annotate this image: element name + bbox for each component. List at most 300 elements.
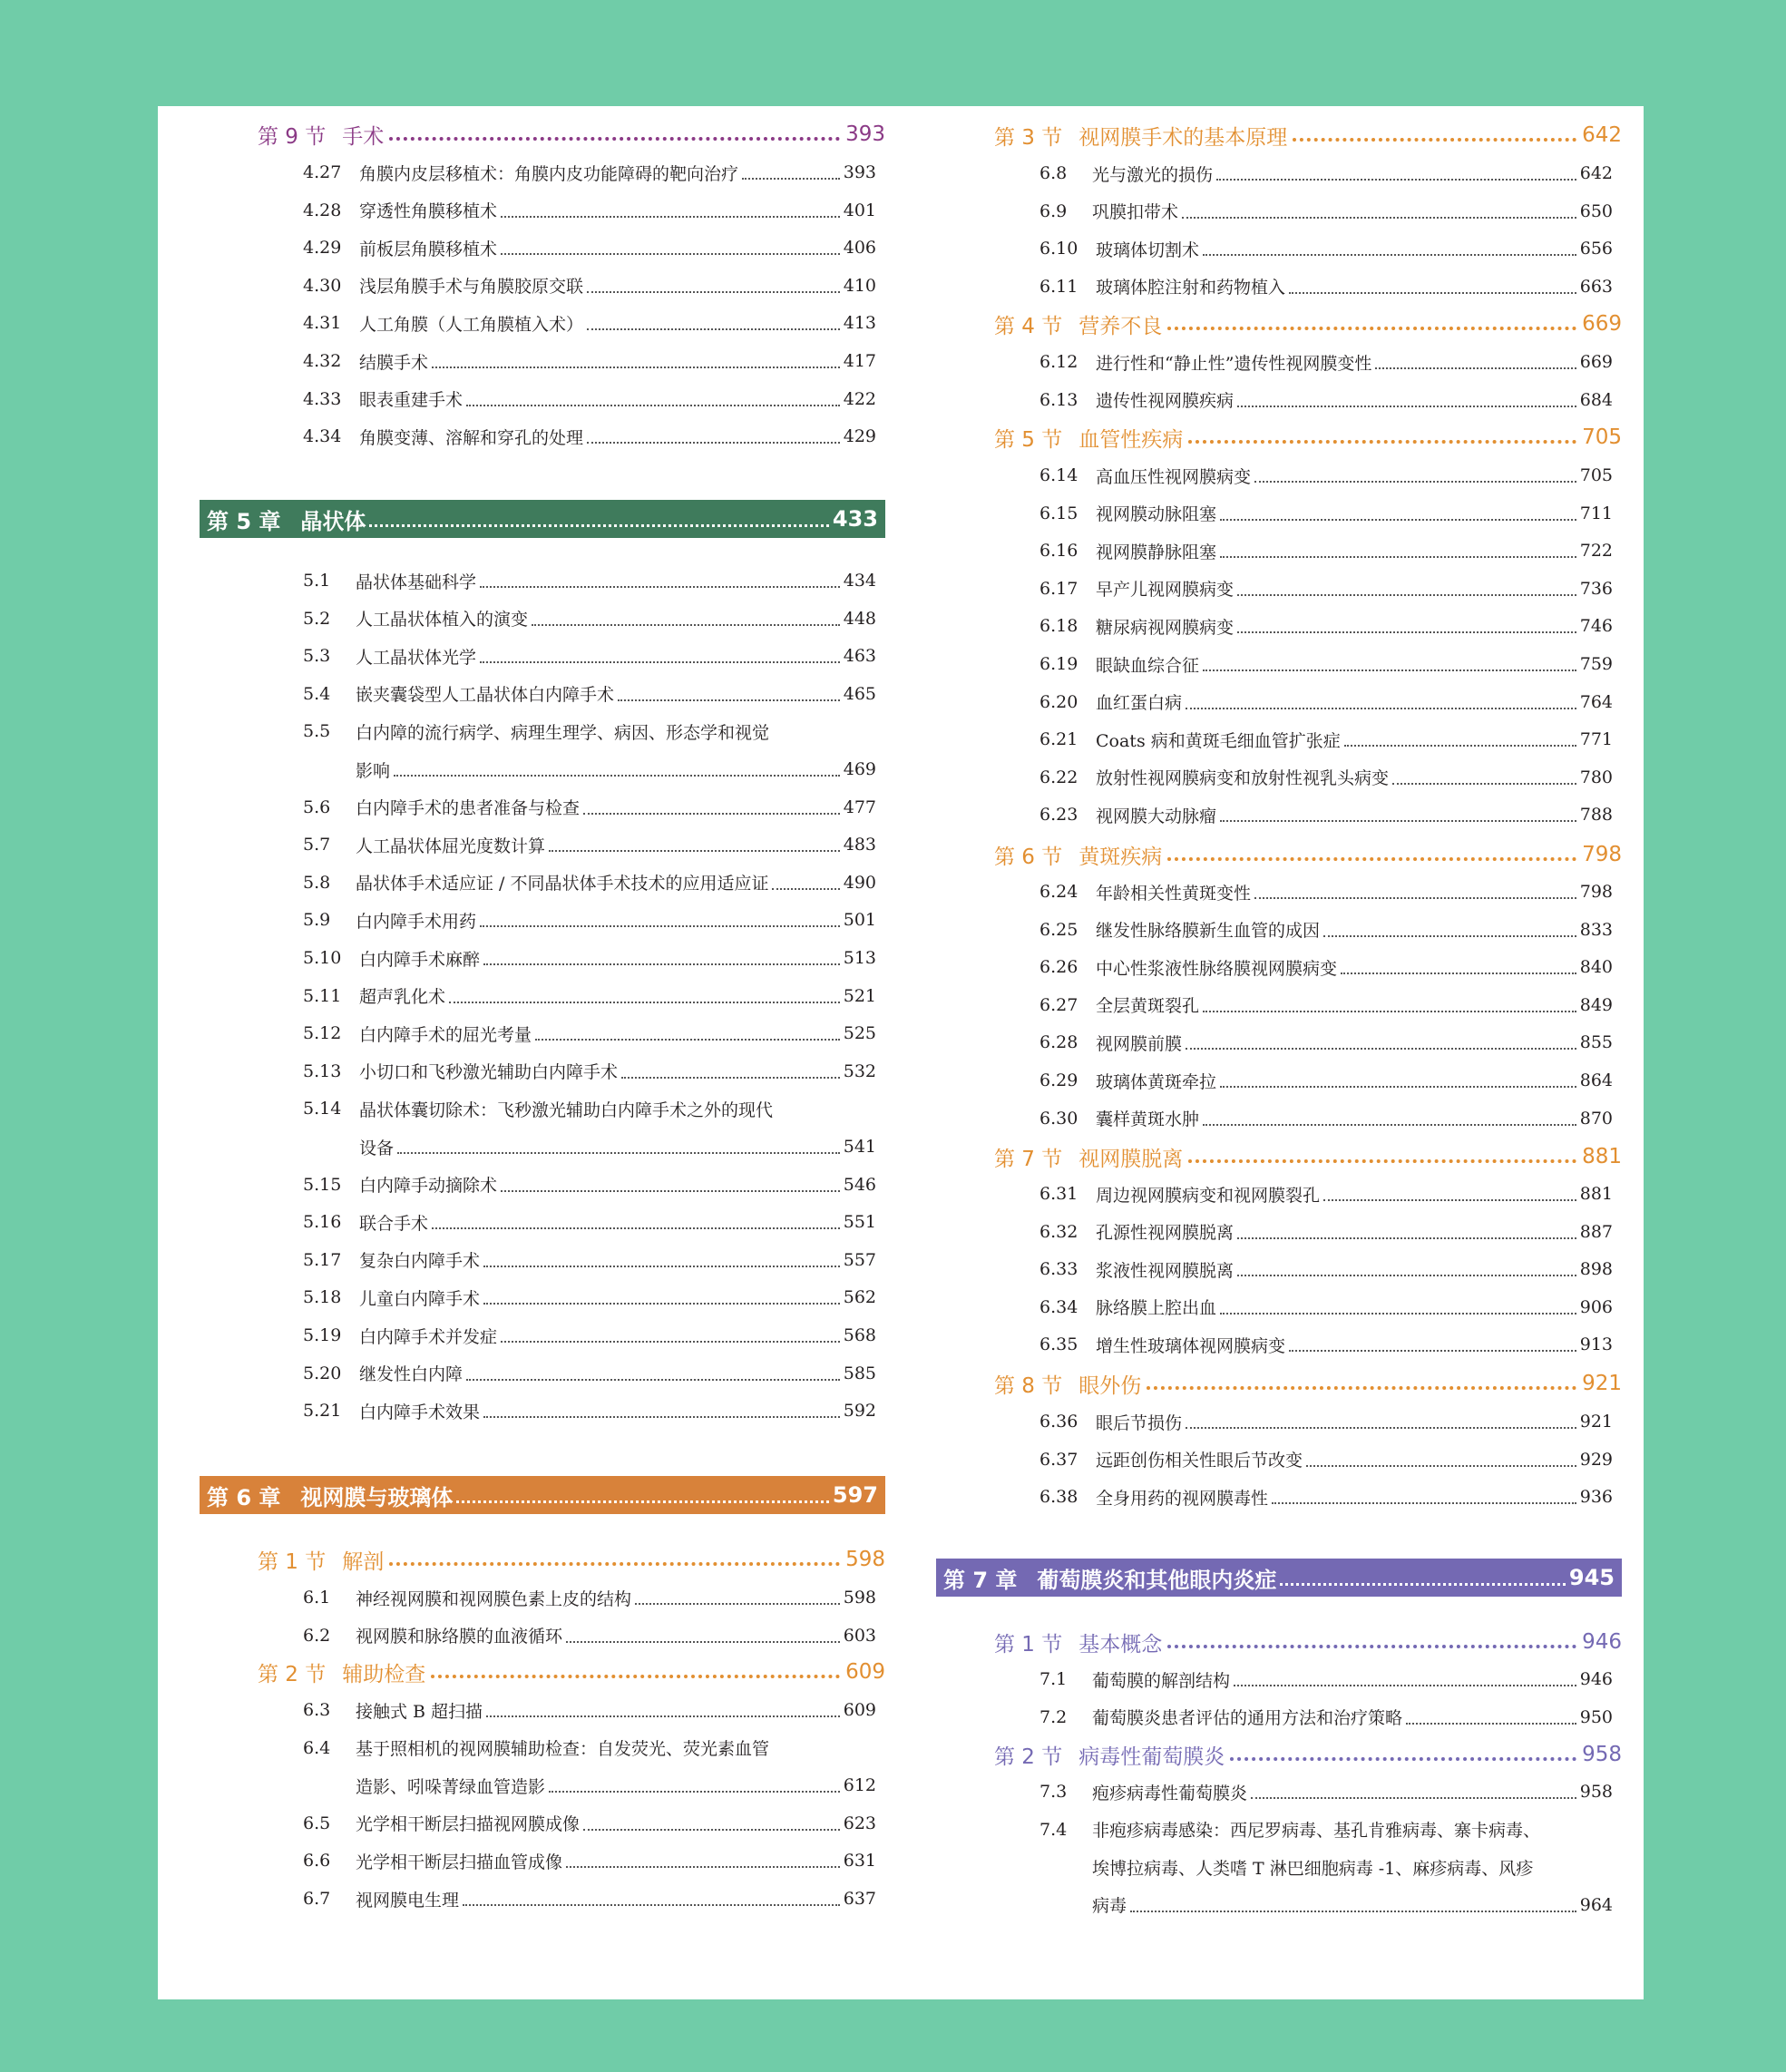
toc-entry (1039, 1778, 1613, 1805)
toc-entry (303, 1772, 876, 1799)
dot-leader (1341, 972, 1576, 974)
heading-number: 第 8 节 (994, 1373, 1063, 1398)
entry-title: 眼缺血综合征 (1096, 655, 1200, 676)
dot-leader (369, 524, 828, 527)
page-number: 855 (1579, 1032, 1613, 1053)
entry-number: 5.17 (303, 1249, 342, 1270)
toc-entry (1039, 273, 1613, 300)
entry-title: 浅层角膜手术与角膜胶原交联 (359, 277, 584, 298)
entry-title: 超声乳化术 (359, 987, 446, 1008)
dot-leader (432, 1227, 840, 1229)
page-number: 433 (832, 506, 878, 532)
dot-leader (389, 1562, 840, 1566)
toc-entry (303, 197, 876, 224)
entry-number: 4.32 (303, 351, 342, 371)
heading-title: 葡萄膜炎和其他眼内炎症 (1037, 1567, 1277, 1593)
page-number: 434 (843, 571, 876, 591)
dot-leader (583, 1829, 840, 1831)
entry-number: 5.6 (303, 797, 331, 817)
entry-title: 囊样黄斑水肿 (1096, 1109, 1200, 1130)
entry-number: 5.19 (303, 1325, 342, 1345)
entry-title: 玻璃体切割术 (1096, 239, 1200, 260)
toc-entry (1039, 1180, 1613, 1207)
toc-entry (303, 1095, 876, 1122)
page-number: 881 (1582, 1145, 1622, 1168)
dot-leader (1254, 481, 1576, 483)
dot-leader (1375, 367, 1576, 369)
dot-leader (501, 216, 840, 218)
page-number: 945 (1568, 1565, 1615, 1590)
heading-number: 第 1 节 (258, 1549, 327, 1574)
toc-entry (1039, 500, 1613, 527)
dot-leader (1216, 179, 1576, 181)
page-number: 722 (1579, 541, 1613, 562)
dot-leader (1167, 327, 1576, 330)
page-number: 798 (1582, 843, 1622, 866)
entry-title: 血红蛋白病 (1096, 693, 1183, 714)
page-number: 422 (843, 388, 876, 409)
entry-number: 6.34 (1039, 1296, 1078, 1317)
dot-leader (549, 1791, 840, 1793)
toc-entry (303, 1622, 876, 1649)
entry-title: 晶状体囊切除术：飞秒激光辅助白内障手术之外的现代 (359, 1100, 774, 1120)
entry-title: 影响 (356, 760, 391, 781)
page-number: 849 (1579, 994, 1613, 1015)
entry-title: 继发性白内障 (359, 1364, 464, 1385)
page-number: 410 (843, 275, 876, 296)
entry-number: 5.8 (303, 872, 331, 893)
page-number: 483 (843, 835, 876, 855)
entry-title: 中心性浆液性脉络膜视网膜病变 (1096, 958, 1338, 979)
dot-leader (1186, 1048, 1576, 1050)
entry-title: 视网膜大动脉瘤 (1096, 806, 1217, 826)
entry-title: 周边视网膜病变和视网膜裂孔 (1096, 1185, 1321, 1206)
dot-leader (742, 178, 840, 180)
heading-title: 基本概念 (1078, 1632, 1163, 1657)
entry-number: 5.15 (303, 1174, 342, 1195)
heading-label (994, 1369, 1141, 1399)
dot-leader (483, 1266, 840, 1267)
entry-title: 高血压性视网膜病变 (1096, 466, 1252, 487)
entry-title: 角膜内皮层移植术：角膜内皮功能障碍的靶向治疗 (359, 163, 739, 184)
entry-title: 玻璃体黄斑牵拉 (1096, 1071, 1217, 1092)
page-number: 623 (843, 1813, 876, 1833)
entry-number: 6.25 (1039, 919, 1078, 940)
toc-entry (303, 159, 876, 186)
dot-leader (1203, 1011, 1576, 1012)
dot-leader (587, 328, 840, 330)
heading-title: 黄斑疾病 (1078, 845, 1163, 869)
entry-number: 6.12 (1039, 352, 1078, 372)
dot-leader (1272, 1502, 1576, 1504)
toc-entry (1039, 992, 1613, 1019)
page-number: 477 (843, 797, 876, 817)
entry-number: 4.34 (303, 426, 342, 447)
dot-leader (1344, 745, 1576, 747)
entry-number: 5.12 (303, 1023, 342, 1044)
dot-leader (772, 888, 839, 890)
toc-entry (303, 1360, 876, 1387)
entry-title: 结膜手术 (359, 352, 429, 373)
entry-number: 6.4 (303, 1737, 331, 1758)
heading-number: 第 7 节 (994, 1147, 1063, 1171)
toc-entry (1039, 1294, 1613, 1321)
entry-title: 小切口和飞秒激光辅助白内障手术 (359, 1062, 619, 1083)
entry-number: 4.31 (303, 313, 342, 334)
section-heading (258, 118, 885, 151)
entry-title: 白内障手术用药 (356, 911, 477, 932)
dot-leader (480, 925, 840, 927)
toc-entry (1039, 1891, 1613, 1919)
page-number: 921 (1582, 1372, 1622, 1395)
heading-label (994, 1627, 1162, 1657)
toc-entry (303, 234, 876, 261)
section-heading (994, 838, 1622, 871)
entry-title: 葡萄膜炎患者评估的通用方法和治疗策略 (1092, 1708, 1403, 1729)
heading-number: 第 4 节 (994, 314, 1063, 338)
entry-number: 6.20 (1039, 691, 1078, 712)
toc-entry (303, 1847, 876, 1874)
page-number: 393 (843, 162, 876, 182)
toc-entry (1039, 1218, 1613, 1246)
toc-entry (303, 1058, 876, 1085)
dot-leader (1220, 1313, 1576, 1315)
toc-entry (303, 1020, 876, 1047)
entry-number: 4.30 (303, 275, 342, 296)
page-number: 656 (1579, 239, 1613, 259)
dot-leader (432, 367, 840, 368)
entry-number: 6.13 (1039, 389, 1078, 410)
toc-entry (1039, 235, 1613, 262)
dot-leader (1230, 1757, 1576, 1761)
page-number: 870 (1579, 1108, 1613, 1129)
dot-leader (449, 1002, 840, 1003)
entry-number: 5.3 (303, 646, 331, 667)
toc-entry (1039, 878, 1613, 905)
dot-leader (501, 1190, 840, 1192)
entry-title: 前板层角膜移植术 (359, 239, 498, 259)
dot-leader (1280, 1583, 1565, 1586)
entry-title: 白内障手术麻醉 (359, 949, 481, 970)
page-number: 881 (1579, 1184, 1613, 1204)
dot-leader (1237, 594, 1576, 596)
entry-number: 6.1 (303, 1588, 331, 1608)
toc-entry (1039, 916, 1613, 943)
toc-entry (303, 831, 876, 858)
toc-entry (1039, 612, 1613, 640)
entry-number: 6.18 (1039, 616, 1078, 637)
toc-entry (1039, 198, 1613, 225)
entry-title: 人工角膜（人工角膜植入术） (359, 314, 584, 335)
toc-entry (303, 423, 876, 450)
dot-leader (486, 1715, 840, 1717)
page-number: 585 (843, 1363, 876, 1383)
entry-title: 视网膜前膜 (1096, 1033, 1183, 1054)
page-number: 501 (843, 910, 876, 931)
heading-number: 第 5 章 (207, 508, 281, 534)
entry-number: 5.13 (303, 1060, 342, 1081)
toc-entry (1039, 1666, 1613, 1693)
entry-number: 7.1 (1039, 1669, 1068, 1689)
page-number: 736 (1579, 578, 1613, 599)
page-number: 642 (1579, 163, 1613, 183)
entry-title: 糖尿病视网膜病变 (1096, 617, 1235, 638)
dot-leader (1220, 556, 1576, 558)
entry-title: 病毒 (1092, 1896, 1127, 1917)
toc-entry (1039, 650, 1613, 678)
dot-leader (431, 1675, 840, 1678)
entry-number: 4.29 (303, 238, 342, 259)
toc-entry (1039, 1446, 1613, 1473)
heading-label (207, 503, 366, 535)
entry-title: 穿透性角膜移植术 (359, 201, 498, 222)
heading-label (994, 121, 1287, 151)
entry-number: 5.2 (303, 608, 331, 629)
heading-label (258, 1657, 425, 1687)
entry-title: 增生性玻璃体视网膜病变 (1096, 1335, 1286, 1356)
toc-entry (303, 680, 876, 708)
toc-entry (303, 718, 876, 745)
toc-entry (303, 1133, 876, 1160)
page-number: 551 (843, 1212, 876, 1233)
dot-leader (456, 1500, 828, 1503)
dot-leader (1203, 254, 1576, 256)
toc-entry (303, 347, 876, 375)
section-heading (994, 1367, 1622, 1400)
entry-number: 5.11 (303, 985, 342, 1006)
page-number: 592 (843, 1401, 876, 1422)
entry-title: 远距创伤相关性眼后节改变 (1096, 1451, 1303, 1471)
page-number: 950 (1579, 1706, 1613, 1727)
entry-number: 5.18 (303, 1287, 342, 1308)
toc-entry (303, 794, 876, 821)
page-number: 705 (1579, 465, 1613, 485)
section-heading (994, 119, 1622, 151)
toc-entry (1039, 348, 1613, 376)
entry-number: 5.10 (303, 948, 342, 968)
dot-leader (1220, 820, 1576, 822)
entry-number: 5.16 (303, 1212, 342, 1233)
dot-leader (1203, 1124, 1576, 1126)
entry-title: 视网膜静脉阻塞 (1096, 542, 1217, 562)
page-number: 393 (845, 122, 885, 146)
dot-leader (1203, 669, 1576, 671)
entry-title: 孔源性视网膜脱离 (1096, 1223, 1235, 1244)
heading-title: 视网膜手术的基本原理 (1078, 125, 1288, 150)
page-number: 568 (843, 1325, 876, 1345)
heading-label (994, 423, 1183, 453)
page-number: 598 (843, 1588, 876, 1608)
entry-title: 巩膜扣带术 (1092, 202, 1179, 223)
toc-entry (303, 1584, 876, 1611)
entry-title: 儿童白内障手术 (359, 1288, 481, 1309)
page-number: 964 (1579, 1894, 1613, 1915)
entry-number: 6.35 (1039, 1334, 1078, 1355)
toc-entry (1039, 1704, 1613, 1731)
toc-entry (303, 309, 876, 337)
page-number: 771 (1579, 729, 1613, 750)
entry-title: 基于照相机的视网膜辅助检查：自发荧光、荧光素血管 (356, 1739, 770, 1760)
toc-entry (1039, 1816, 1613, 1843)
dot-leader (1147, 1386, 1576, 1390)
entry-title: 早产儿视网膜病变 (1096, 580, 1235, 601)
toc-entry (1039, 764, 1613, 791)
page-number: 759 (1579, 654, 1613, 674)
page-number: 711 (1579, 503, 1613, 523)
page-number: 525 (843, 1023, 876, 1044)
entry-number: 6.23 (1039, 805, 1078, 826)
dot-leader (566, 1641, 840, 1643)
page-number: 401 (843, 200, 876, 220)
entry-number: 6.17 (1039, 578, 1078, 599)
page-number: 840 (1579, 957, 1613, 978)
dot-leader (480, 661, 840, 663)
dot-leader (1186, 1427, 1576, 1429)
section-heading (994, 308, 1622, 340)
entry-number: 6.30 (1039, 1108, 1078, 1129)
entry-number: 6.24 (1039, 882, 1078, 902)
heading-number: 第 6 节 (994, 845, 1063, 869)
section-heading (994, 1738, 1622, 1771)
entry-number: 7.4 (1039, 1819, 1068, 1840)
dot-leader (532, 624, 840, 626)
heading-label (258, 120, 384, 150)
dot-leader (483, 1416, 840, 1418)
entry-title: 白内障手动摘除术 (359, 1176, 498, 1197)
entry-number: 5.21 (303, 1401, 342, 1422)
entry-number: 5.1 (303, 571, 331, 591)
page-number: 513 (843, 948, 876, 968)
entry-title: 人工晶状体光学 (356, 647, 477, 668)
toc-entry (303, 944, 876, 972)
chapter-heading (200, 500, 885, 538)
page-number: 603 (843, 1625, 876, 1646)
heading-number: 第 2 节 (994, 1745, 1063, 1769)
page-number: 788 (1579, 805, 1613, 826)
entry-number: 5.9 (303, 910, 331, 931)
entry-number: 6.11 (1039, 276, 1078, 297)
entry-number: 6.16 (1039, 541, 1078, 562)
dot-leader (549, 850, 840, 852)
dot-leader (1237, 1237, 1576, 1239)
page-number: 609 (845, 1660, 885, 1684)
dot-leader (1323, 935, 1576, 937)
entry-number: 7.3 (1039, 1782, 1068, 1802)
dot-leader (397, 1152, 840, 1154)
toc-entry (303, 906, 876, 933)
toc-entry (303, 1322, 876, 1349)
toc-entry (1039, 575, 1613, 602)
dot-leader (1406, 1723, 1576, 1725)
chapter-heading (200, 1476, 885, 1514)
dot-leader (621, 1077, 840, 1079)
section-heading (994, 1140, 1622, 1173)
entry-title: 非疱疹病毒感染：西尼罗病毒、基孔肯雅病毒、寨卡病毒、 (1092, 1821, 1541, 1842)
entry-title: 疱疹病毒性葡萄膜炎 (1092, 1783, 1248, 1803)
toc-entry (303, 605, 876, 632)
toc-entry (303, 1208, 876, 1236)
page-number: 913 (1579, 1334, 1613, 1355)
toc-entry (1039, 1408, 1613, 1435)
entry-title: 晶状体基础科学 (356, 572, 477, 592)
heading-number: 第 2 节 (258, 1662, 327, 1686)
page-number: 906 (1579, 1296, 1613, 1317)
dot-leader (1237, 406, 1576, 407)
entry-title: 继发性脉络膜新生血管的成因 (1096, 921, 1321, 942)
entry-title: 视网膜电生理 (356, 1890, 460, 1911)
dot-leader (394, 775, 840, 777)
entry-number: 6.3 (303, 1700, 331, 1720)
toc-entry (1039, 801, 1613, 828)
entry-number: 6.14 (1039, 465, 1078, 485)
dot-leader (466, 405, 840, 406)
dot-leader (1254, 897, 1576, 899)
dot-leader (1289, 1350, 1576, 1352)
toc-entry (1039, 1483, 1613, 1510)
dot-leader (1306, 1465, 1576, 1467)
entry-title: 造影、吲哚菁绿血管造影 (356, 1776, 546, 1797)
toc-entry (303, 386, 876, 413)
page-number: 490 (843, 872, 876, 893)
entry-title: 神经视网膜和视网膜色素上皮的结构 (356, 1588, 632, 1609)
page-number: 746 (1579, 616, 1613, 637)
entry-title: Coats 病和黄斑毛细血管扩张症 (1096, 730, 1341, 751)
book-page (158, 106, 1644, 1999)
dot-leader (1237, 1275, 1576, 1276)
entry-number: 6.26 (1039, 957, 1078, 978)
entry-number: 5.5 (303, 721, 331, 742)
dot-leader (1293, 138, 1576, 142)
toc-entry (1039, 726, 1613, 753)
entry-title: 白内障的流行病学、病理生理学、病因、形态学和视觉 (356, 722, 770, 743)
entry-title: 光学相干断层扫描血管成像 (356, 1852, 563, 1872)
entry-title: 白内障手术的屈光考量 (359, 1024, 532, 1045)
dot-leader (535, 1039, 840, 1041)
page-number: 465 (843, 683, 876, 704)
page-number: 929 (1579, 1449, 1613, 1470)
toc-entry (1039, 953, 1613, 981)
heading-label (258, 1545, 384, 1575)
toc-entry (1039, 1331, 1613, 1358)
entry-number: 6.37 (1039, 1449, 1078, 1470)
heading-number: 第 5 节 (994, 427, 1063, 452)
page-number: 598 (845, 1548, 885, 1571)
page-number: 887 (1579, 1221, 1613, 1242)
chapter-heading (936, 1559, 1622, 1597)
heading-number: 第 3 节 (994, 125, 1063, 150)
heading-title: 眼外伤 (1078, 1373, 1142, 1398)
heading-title: 解剖 (342, 1549, 385, 1574)
entry-title: 角膜变薄、溶解和穿孔的处理 (359, 427, 584, 448)
entry-number: 4.27 (303, 162, 342, 182)
heading-label (994, 1740, 1225, 1770)
entry-number: 7.2 (1039, 1706, 1068, 1727)
dot-leader (463, 1904, 840, 1906)
entry-title: 眼后节损伤 (1096, 1412, 1183, 1433)
dot-leader (501, 253, 840, 255)
page-number: 958 (1579, 1782, 1613, 1802)
heading-number: 第 7 章 (943, 1567, 1018, 1593)
dot-leader (1188, 440, 1576, 444)
entry-number: 6.32 (1039, 1221, 1078, 1242)
page-number: 469 (843, 759, 876, 779)
page-number: 833 (1579, 919, 1613, 940)
entry-number: 6.38 (1039, 1487, 1078, 1508)
page-number: 417 (843, 351, 876, 371)
heading-title: 手术 (342, 124, 385, 149)
page-number: 637 (843, 1889, 876, 1909)
page-number: 642 (1582, 123, 1622, 147)
